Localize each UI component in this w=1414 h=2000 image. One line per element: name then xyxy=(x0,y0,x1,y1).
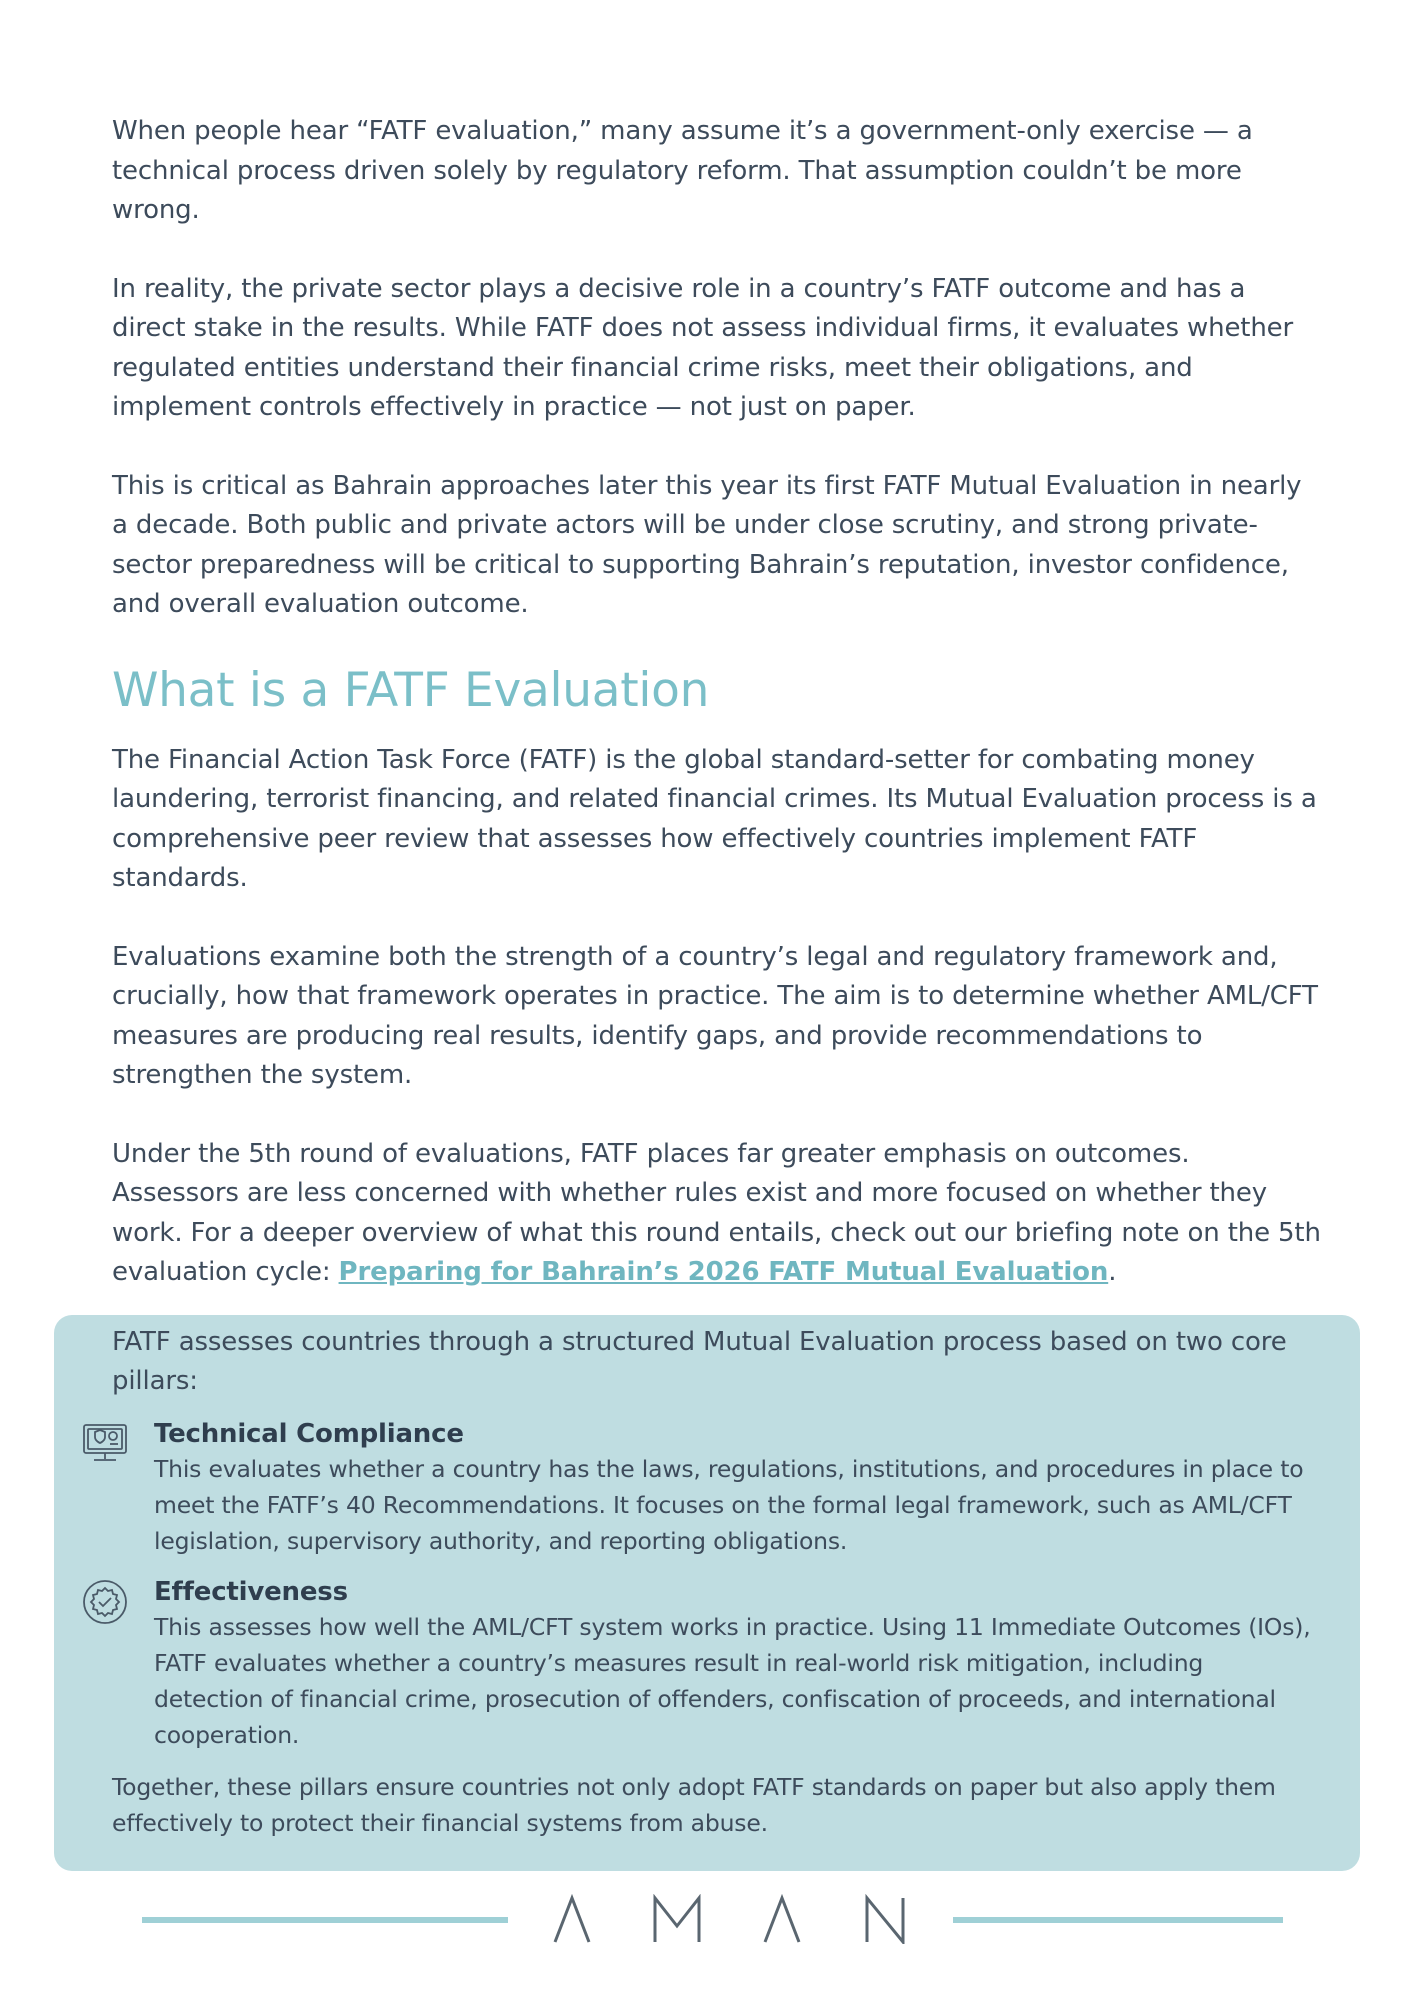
intro-paragraph-2: In reality, the private sector plays a decisive role in a country’s FATF outcome and has a direct stake in the results. While FATF does not assess individual firms, it evaluates whether regulated entities understand their financial crime risks, meet their obligations, and implement controls effectively in practice — not just on paper. xyxy=(112,273,1294,422)
footer-divider-right xyxy=(953,1917,1283,1923)
section-paragraph-3 xyxy=(112,1135,1322,1293)
footer-divider-left xyxy=(142,1917,508,1923)
pillar-technical-compliance xyxy=(112,1417,1312,1559)
section-paragraph-3-end: . xyxy=(1108,1257,1117,1287)
aman-logo xyxy=(545,1894,925,1944)
section-paragraph-1: The Financial Action Task Force (FATF) is the global standard-setter for combating money laundering, terrorist financing, and related financial crimes. Its Mutual Evaluation process is a comprehensive peer review that assesses how effectively countries implement FATF standards. xyxy=(112,744,1317,893)
pillar-title: Effectiveness xyxy=(154,1577,348,1607)
intro-paragraph-1: When people hear “FATF evaluation,” many assume it’s a government-only exercise — a technical process driven solely by regulatory reform. That assumption couldn’t be more wrong. xyxy=(112,116,1253,225)
main-content xyxy=(112,112,1322,1332)
section-paragraph-2: Evaluations examine both the strength of a country’s legal and regulatory framework and, crucially, how that framework operates in practice. The aim is to determine whether AML/CFT measures are producing real results, identify gaps, and provide recommendations to strengthen the system. xyxy=(112,941,1318,1090)
badge-check-icon xyxy=(80,1577,130,1627)
section-heading: What is a FATF Evaluation xyxy=(112,662,710,718)
pillar-effectiveness xyxy=(112,1575,1312,1753)
pillar-description: This evaluates whether a country has the laws, regulations, institutions, and procedures in place to meet the FATF’s 40 Recommendations. It focuses on the formal legal framework, such as AML/CFT legislation, supervisory authority, and reporting obligations. xyxy=(154,1455,1304,1555)
briefing-note-link[interactable]: Preparing for Bahrain’s 2026 FATF Mutual Evaluation xyxy=(338,1257,1109,1287)
pillar-title: Technical Compliance xyxy=(154,1419,464,1449)
footer xyxy=(0,1890,1414,1950)
pillars-callout xyxy=(54,1315,1360,1871)
callout-outro: Together, these pillars ensure countries not only adopt FATF standards on paper but also apply them effectively to protect their financial systems from abuse. xyxy=(112,1773,1276,1837)
intro-paragraph-3: This is critical as Bahrain approaches later this year its first FATF Mutual Evaluation in nearly a decade. Both public and private actors will be under close scrutiny, and strong private-sector preparedness will be critical to supporting Bahrain’s reputation, investor confidence, and overall evaluation outcome. xyxy=(112,470,1302,619)
callout-inner xyxy=(112,1323,1312,1841)
pillar-description: This assesses how well the AML/CFT system works in practice. Using 11 Immediate Outcomes (IOs), FATF evaluates whether a country’s measures result in real-world risk mitigation, including detection of financial crime, prosecution of offenders, confiscation of proceeds, and international cooperation. xyxy=(154,1613,1311,1749)
callout-intro: FATF assesses countries through a structured Mutual Evaluation process based on two core pillars: xyxy=(112,1327,1287,1396)
section-paragraph-3-text: Under the 5th round of evaluations, FATF places far greater emphasis on outcomes. Assessors are less concerned with whether rules exist and more focused on whether they work. For a deeper overview of what this round entails, check out our briefing note on the 5th evaluation cycle: xyxy=(112,1138,1321,1287)
monitor-shield-icon xyxy=(80,1419,130,1469)
